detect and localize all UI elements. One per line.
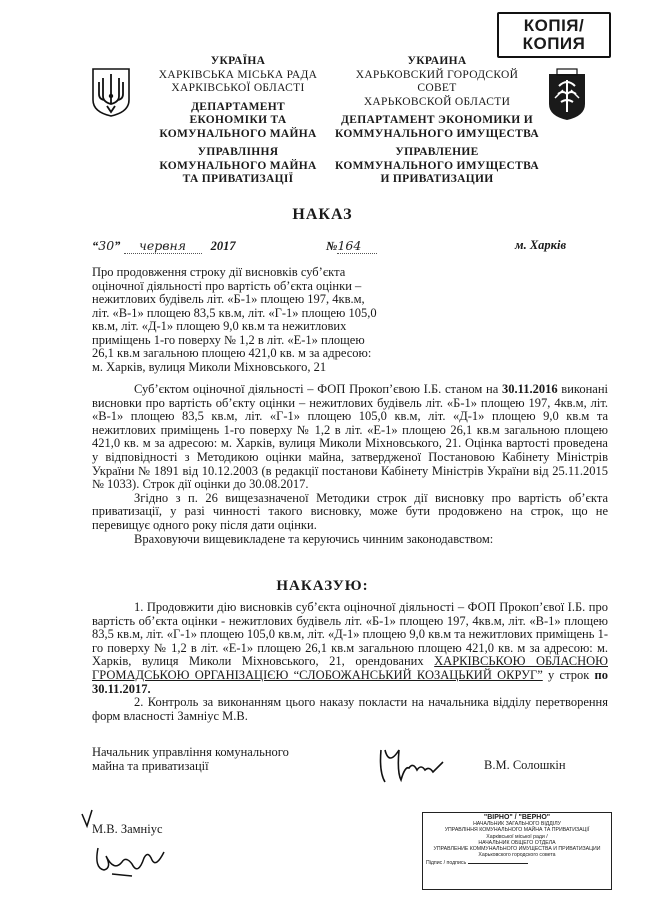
signatory-name: В.М. Солошкін [484, 758, 566, 772]
order-number-value: 164 [337, 238, 377, 254]
subject-line: Про продовження строку дії висновків суб’єкта [92, 265, 346, 279]
header-ua-directorate: УПРАВЛІННЯ [197, 146, 279, 158]
signatory-position-line2: майна та приватизації [92, 759, 209, 773]
verified-stamp-title: "ВІРНО" / "ВЕРНО" [483, 814, 551, 821]
paragraph-valuation [92, 383, 608, 492]
header-ru-region: ХАРЬКОВСКОЙ ОБЛАСТИ [363, 95, 511, 108]
paragraph-methodology: Згідно з п. 26 вищезазначеної Методики строк дії висновку про вартість об’єкта приватизації, у разі чинності такого висновку, може бути продовжено на строк, що не перевищує одного року після дати оцінки. [92, 490, 608, 532]
subject-line: нежитлових будівель літ. «Б-1» площею 197, 4кв.м, [92, 292, 365, 306]
copy-stamp [497, 12, 611, 58]
header-ru-country: УКРАИНА [407, 55, 467, 67]
subject-line: 26,1 кв.м загальною площею 421,0 кв. м за адресою: [92, 346, 372, 360]
verified-stamp-line: НАЧАЛЬНИК ЗАГАЛЬНОГО ВІДДІЛУ [473, 821, 561, 828]
header-ru-directorate: УПРАВЛЕНИЕ [395, 146, 479, 158]
header-ru-directorate-property: КОММУНАЛЬНОГО ИМУЩЕСТВА [335, 159, 539, 172]
verified-stamp-line: НАЧАЛЬНИК ОБЩЕГО ОТДЕЛА [478, 839, 556, 846]
valuation-date: 30.11.2016 [502, 382, 558, 396]
subject-line: оціночної діяльності про вартість об’єкта оцінки – [92, 278, 362, 293]
header-ua-country: УКРАЇНА [210, 55, 266, 67]
header-ru-privatization: И ПРИВАТИЗАЦИИ [380, 173, 494, 185]
order-item-2: 2. Контроль за виконанням цього наказу покласти на начальника відділу перетворення форм власності Замніус М.В. [92, 695, 608, 723]
subject-line: літ. «В-1» площею 83,5 кв.м, літ. «Г-1» площею 105,0 [92, 305, 377, 320]
copy-stamp-ua: КОПІЯ/ [523, 16, 585, 35]
executor-signature-icon [92, 838, 170, 882]
order-item-1-text: 1. Продовжити дію висновків суб’єкта оціночної діяльності – ФОП Прокоп’євої І.Б. про вартість об’єкта оцінки - нежитлових будівель літ. «Б-1» площею 197, 4кв.м, літ. «В-1» площею 83,5 кв.м, літ. «Г-1» площею 105,0 кв.м, літ. «Д-1» площею 9,0 кв.м та нежитлових приміщень 1-го поверху № 1,2 в літ. «Е-1» площею 26,1 кв.м загальною площею 421,0 кв. м за адресою: м. Харків, вулиця Миколи Міхновського, 21, орендованих [92, 600, 608, 669]
order-item-1 [92, 601, 608, 696]
verified-copy-stamp [422, 812, 612, 890]
copy-stamp-ru: КОПИЯ [522, 34, 586, 53]
order-number [326, 238, 377, 254]
header-ua-property: КОМУНАЛЬНОГО МАЙНА [159, 127, 317, 140]
paragraph-considering: Враховуючи вищевикладене та керуючись чинним законодавством: [134, 531, 494, 546]
order-subject [92, 266, 442, 374]
kharkiv-coat-of-arms-icon [547, 68, 587, 122]
order-date-day: 30 [98, 238, 115, 253]
header-ru-department: ДЕПАРТАМЕНТ ЭКОНОМИКИ И [341, 114, 533, 126]
header-ua-privatization: ТА ПРИВАТИЗАЦІЇ [182, 173, 294, 185]
verified-stamp-sign-text: Підпис / подпись [426, 860, 467, 867]
order-body [92, 383, 608, 546]
order-items [92, 601, 608, 723]
subject-line: приміщень 1-го поверху № 1,2 в літ. «Е-1» площею [92, 332, 365, 347]
order-directive-heading: НАКАЗУЮ: [276, 578, 369, 594]
header-ukrainian [132, 55, 344, 187]
verified-stamp-line: УПРАВЛЕНИЕ КОММУНАЛЬНОГО ИМУЩЕСТВА И ПРИВАТИЗАЦИИ [433, 846, 601, 853]
order-item-1-term-label: у строк [542, 667, 595, 682]
header-ru-council: ХАРЬКОВСКИЙ ГОРОДСКОЙ [355, 68, 519, 81]
header-ua-council: ХАРКІВСЬКА МІСЬКА РАДА [158, 68, 318, 81]
subject-line: м. Харків, вулиця Миколи Міхновського, 21 [92, 359, 327, 374]
header-ua-department: ДЕПАРТАМЕНТ [191, 100, 285, 113]
document-title: НАКАЗ [292, 206, 353, 223]
handwritten-signature-icon [375, 742, 447, 788]
header-ua-region: ХАРКІВСЬКОЇ ОБЛАСТІ [171, 82, 305, 94]
paragraph-valuation-rest: виконані висновки про вартість об’єкту оцінки – нежитлових будівель літ. «Б-1» площею 197, 4кв.м, літ. «В-1» площею 83,5 кв.м, літ. «Г-1» площею 105,0 кв.м, літ. «Д-1» площею 9,0 кв.м та нежитлових приміщень 1-го поверху № 1,2 в літ. «Е-1» площею 26,1 кв.м загальною площею 421,0 кв. м за адресою: м. Харків, вулиця Миколи Міхновського, 21. Оцінка вартості проведена у відповідності з Методикою оцінки майна, затвердженої Постановою Кабінету Міністрів України № 1891 від 10.12.2003 (в редакції постанови Кабінету Міністрів України від 25.11.2015 № 1033). Строк дії оцінки до 30.08.2017. [92, 382, 608, 492]
order-date-month: червня [124, 238, 202, 254]
verified-stamp-sign-label [426, 860, 608, 866]
verified-stamp-line: Харківської міської ради / [486, 833, 548, 840]
signatory-position [92, 745, 289, 773]
order-date: “30” червня 2017 [92, 238, 236, 253]
signatory-position-line1: Начальник управління комунального [92, 745, 289, 759]
order-date-year: 2017 [210, 239, 236, 253]
header-ua-economy: ЕКОНОМІКИ ТА [189, 114, 287, 126]
order-city: м. Харків [515, 238, 567, 252]
verified-stamp-line: УПРАВЛІННЯ КОМУНАЛЬНОГО МАЙНА ТА ПРИВАТИЗАЦІЇ [444, 827, 590, 834]
header-russian [328, 55, 546, 187]
subject-line: кв.м, літ. «Д-1» площею 9,0 кв.м та нежитлових [92, 319, 347, 333]
extension-term: по 30.11.2017. [92, 667, 608, 696]
executor-name: М.В. Замніус [92, 822, 163, 836]
header-ua-directorate-property: КОМУНАЛЬНОГО МАЙНА [159, 159, 317, 172]
tenant-organization: ХАРКІВСЬКОЮ ОБЛАСНОЮ ГРОМАДСЬКОЮ ОРГАНІЗАЦІЄЮ “СЛОБОЖАНСЬКИЙ КОЗАЦЬКИЙ ОКРУГ” [92, 654, 608, 682]
header-ru-council-2: СОВЕТ [417, 82, 457, 94]
paragraph-valuation-text: Суб’єктом оціночної діяльності – ФОП Прокоп’євою І.Б. станом на [134, 382, 503, 396]
checkmark-icon [80, 808, 94, 830]
order-number-label: № [326, 239, 338, 253]
header-ru-property: КОММУНАЛЬНОГО ИМУЩЕСТВА [335, 127, 539, 140]
ukraine-trident-icon [90, 66, 132, 118]
verified-stamp-line: Харьковского городского совета [478, 852, 556, 859]
